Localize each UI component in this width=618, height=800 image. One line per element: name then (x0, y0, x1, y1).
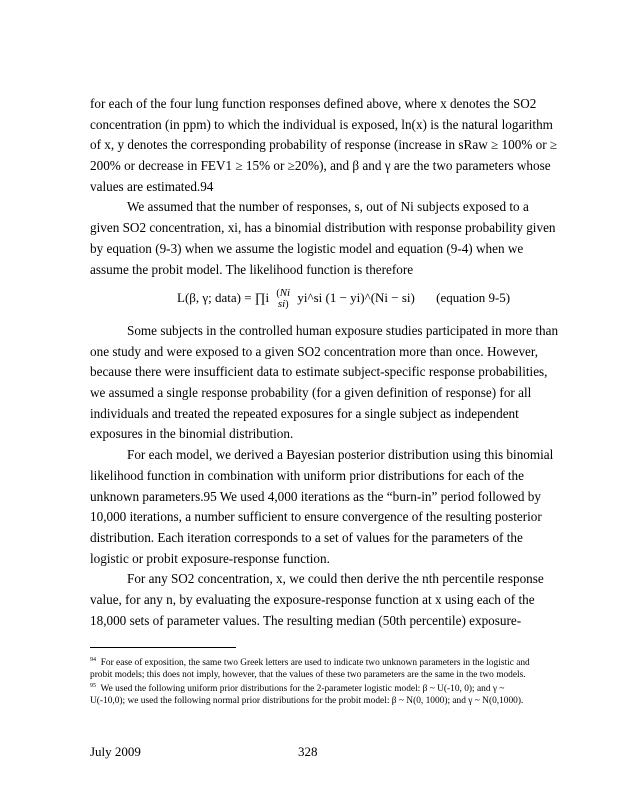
text-line: unknown parameters.95 We used 4,000 iterations as the “burn-in” period followed by (90, 488, 541, 504)
text-line: we assumed a single response probability (for a given definition of response) for all (90, 385, 532, 401)
text-line: For any SO2 concentration, x, we could then derive the nth percentile response (127, 571, 544, 587)
footnote-number: 95 (90, 683, 96, 690)
footnote-number: 94 (90, 657, 96, 663)
text-line: for each of the four lung function responses defined above, where x denotes the SO2 (90, 96, 537, 111)
text-line: exposures in the binomial distribution. (90, 426, 294, 442)
footnote-94 (90, 655, 540, 681)
footnotes (90, 655, 540, 707)
text-line: 18,000 sets of parameter values. The resulting median (50th percentile) exposure- (90, 612, 522, 628)
equation-lhs: L(β, γ; data) = ∏i (177, 289, 270, 305)
text-line: 200% or decrease in FEV1 ≥ 15% or ≥20%), and β and γ are the two parameters whose (90, 158, 551, 174)
footnote-95 (90, 681, 540, 707)
text-line: We assumed that the number of responses, s, out of Ni subjects exposed to a (127, 199, 529, 215)
text-line: distribution. Each iteration corresponds to a set of values for the parameters of the (90, 529, 523, 545)
text-line: given SO2 concentration, xi, has a binomial distribution with response probability given (90, 220, 556, 236)
equation-9-5: L(β, γ; data) = ∏i (Ni si) yi^si (1 − yi)^(Ni − si) (equation 9-5) (177, 287, 511, 310)
text-line: because there were insufficient data to estimate subject-specific response probabilities, (90, 364, 548, 380)
footnote-divider (90, 647, 236, 648)
text-line: one study and were exposed to a given SO2 concentration more than once. However, (90, 343, 539, 359)
text-line: For each model, we derived a Bayesian posterior distribution using this binomial (127, 447, 554, 463)
text-line: Some subjects in the controlled human exposure studies participated in more than (127, 323, 559, 338)
text-line: value, for any n, by evaluating the exposure-response function at x using each of the (90, 591, 535, 607)
paragraph-3 (90, 321, 559, 631)
equation-label: (equation 9-5) (436, 289, 511, 305)
binom-top: Ni (279, 287, 291, 299)
binom-bottom: si (277, 298, 286, 310)
text-line: individuals and treated the repeated exposures for a single subject as independent (90, 405, 519, 421)
equation-body: yi^si (1 − yi)^(Ni − si) (297, 289, 415, 305)
footnote-text: For ease of exposition, the same two Greek letters are used to indicate two unknown parameters in the logistic and probit models; this does not imply, however, that the values of these two parameters are the same in the two models. (90, 658, 530, 680)
footer-date: July 2009 (90, 744, 141, 759)
text-line: values are estimated.94 (90, 178, 214, 194)
text-line: logistic or probit exposure-response function. (90, 550, 330, 566)
paragraph-1 (90, 94, 558, 280)
text-line: by equation (9-3) when we assume the logistic model and equation (9-4) when we (90, 240, 524, 256)
text-line: likelihood function in combination with uniform prior distributions for each of the (90, 467, 525, 483)
footnote-text: We used the following uniform prior distributions for the 2-parameter logistic model: β ~ U(-10, 0); and γ ~ U(-10,0); we used the following normal prior distributions for the probit model: β ~ N(0, 1000); and γ ~ N(0,1000). (90, 684, 524, 706)
text-line: concentration (in ppm) to which the individual is exposed, ln(x) is the natural logarithm (90, 116, 553, 132)
text-line: assume the probit model. The likelihood function is therefore (90, 261, 414, 277)
page-number: 328 (298, 744, 318, 759)
text-line: 10,000 iterations, a number sufficient to ensure convergence of the resulting posterior (90, 509, 542, 525)
text-line: of x, y denotes the corresponding probability of response (increase in sRaw ≥ 100% or ≥ (90, 137, 558, 153)
